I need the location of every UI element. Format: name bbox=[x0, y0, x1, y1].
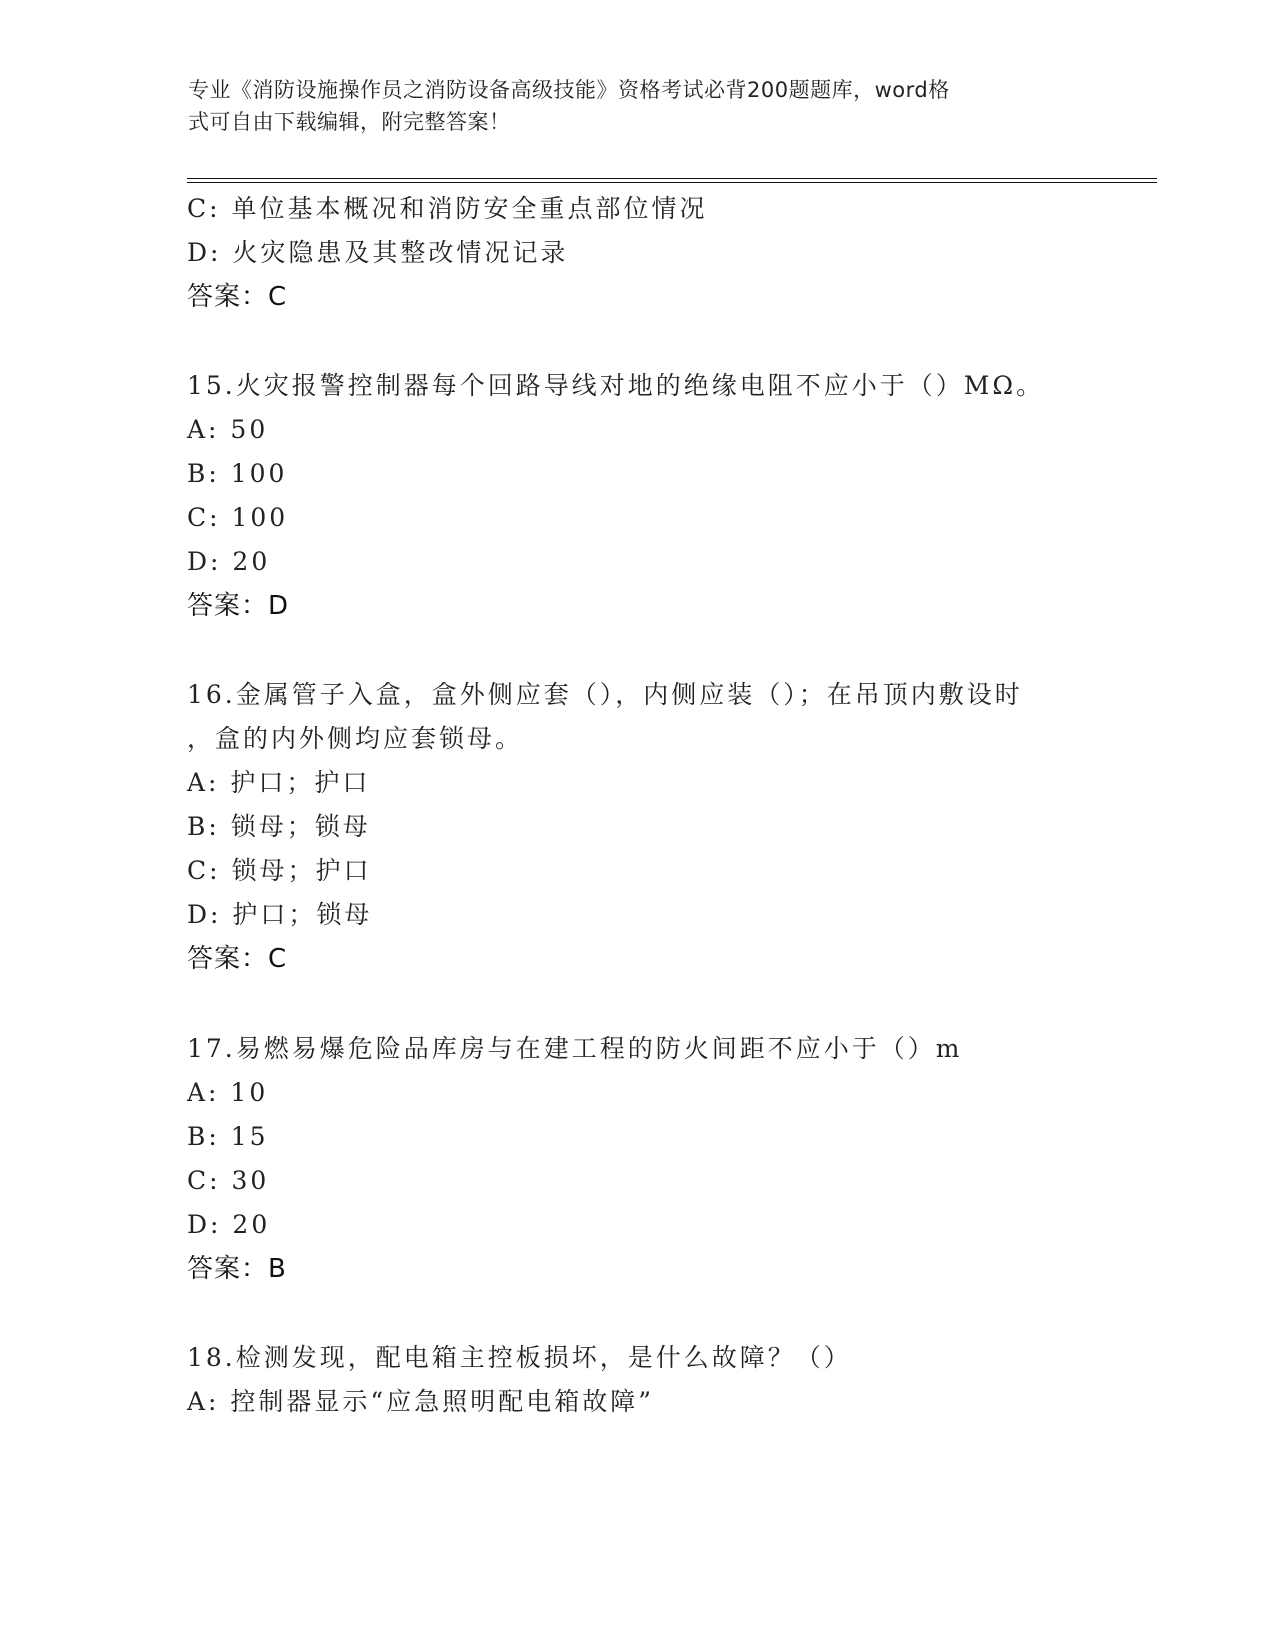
q17-option-d: D: 20 bbox=[187, 1210, 271, 1239]
q18-option-a: A: 控制器显示“应急照明配电箱故障” bbox=[187, 1387, 654, 1416]
header-line-1: 专业《消防设施操作员之消防设备高级技能》资格考试必背200题题库，word格 bbox=[188, 78, 950, 102]
q16-question-line-2: ，盒的内外侧均应套锁母。 bbox=[187, 724, 524, 753]
header-divider-bottom bbox=[187, 182, 1157, 183]
q17-answer: 答案：B bbox=[187, 1254, 287, 1284]
header-line-2: 式可自由下载编辑，附完整答案！ bbox=[188, 110, 511, 134]
q14-option-c: C: 单位基本概况和消防安全重点部位情况 bbox=[187, 194, 708, 223]
q16-option-a: A: 护口；护口 bbox=[187, 768, 371, 797]
q17-option-a: A: 10 bbox=[187, 1078, 269, 1107]
document-header bbox=[188, 74, 1068, 138]
q15-option-d: D: 20 bbox=[187, 547, 271, 576]
q14-option-d: D: 火灾隐患及其整改情况记录 bbox=[187, 238, 569, 267]
q16-option-b: B: 锁母；锁母 bbox=[187, 812, 371, 841]
q18-question: 18.检测发现，配电箱主控板损坏，是什么故障？（） bbox=[187, 1343, 852, 1372]
q15-option-c: C: 100 bbox=[187, 503, 289, 532]
q15-answer: 答案：D bbox=[187, 591, 290, 621]
q14-answer: 答案：C bbox=[187, 282, 288, 312]
q17-question: 17.易燃易爆危险品库房与在建工程的防火间距不应小于（）m bbox=[187, 1034, 963, 1063]
q15-question: 15.火灾报警控制器每个回路导线对地的绝缘电阻不应小于（）MΩ。 bbox=[187, 371, 1045, 400]
q16-option-c: C: 锁母；护口 bbox=[187, 856, 372, 885]
header-divider-top bbox=[187, 178, 1157, 179]
q17-option-c: C: 30 bbox=[187, 1166, 270, 1195]
q17-option-b: B: 15 bbox=[187, 1122, 269, 1151]
q16-option-d: D: 护口；锁母 bbox=[187, 900, 373, 929]
q15-option-b: B: 100 bbox=[187, 459, 288, 488]
q15-option-a: A: 50 bbox=[187, 415, 269, 444]
q16-answer: 答案：C bbox=[187, 944, 288, 974]
q16-question-line-1: 16.金属管子入盒，盒外侧应套（），内侧应装（）；在吊顶内敷设时 bbox=[187, 680, 1023, 709]
